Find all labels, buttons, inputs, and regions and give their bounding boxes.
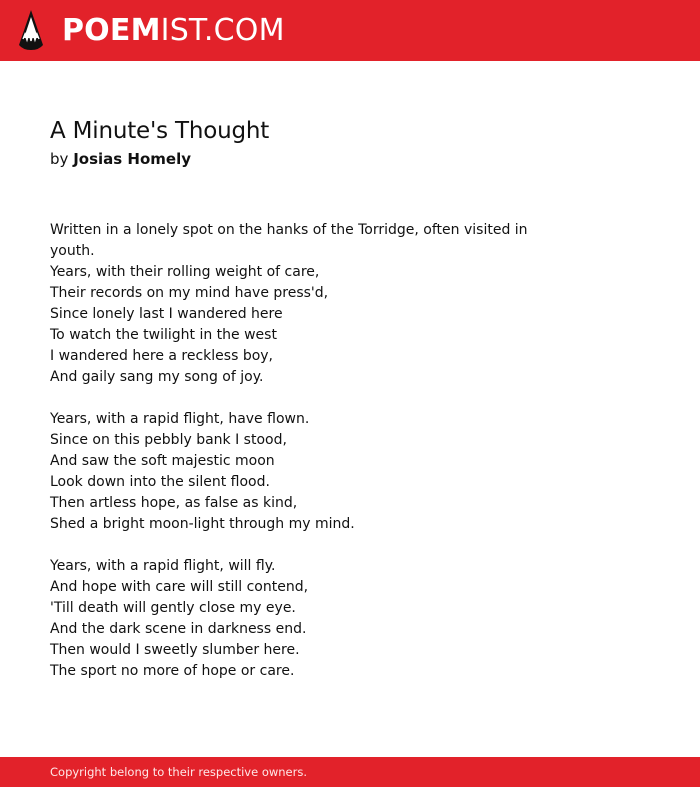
poem-byline <box>50 148 570 170</box>
poem-author: Josias Homely <box>73 150 191 168</box>
poem-line: Their records on my mind have press'd, <box>50 285 329 301</box>
poem-line: Years, with their rolling weight of care, <box>50 264 320 280</box>
poem-line: Since on this pebbly bank I stood, <box>50 432 287 448</box>
stanza-3 <box>50 556 570 682</box>
poem-line: And gaily sang my song of joy. <box>50 369 264 385</box>
poem-line: Then artless hope, as false as kind, <box>50 495 298 511</box>
stanza-2 <box>50 409 570 535</box>
poem-line: The sport no more of hope or care. <box>50 663 295 679</box>
poem-line: I wandered here a reckless boy, <box>50 348 274 364</box>
brand-poem: POEM <box>62 13 161 48</box>
site-logo-link[interactable] <box>62 12 285 50</box>
poem-line: Years, with a rapid flight, have flown. <box>50 411 310 427</box>
poem-title: A Minute's Thought <box>50 118 270 144</box>
poem-line: Since lonely last I wandered here <box>50 306 283 322</box>
pen-nib-icon[interactable] <box>18 9 44 51</box>
poem-line: And hope with care will still contend, <box>50 579 309 595</box>
site-footer <box>0 757 700 787</box>
brand-ist-com: IST.COM <box>160 13 285 48</box>
copyright-text: Copyright belong to their respective owners. <box>50 765 308 779</box>
poem-line: Look down into the silent flood. <box>50 474 270 490</box>
poem-line: To watch the twilight in the west <box>50 327 277 343</box>
poem-line: Years, with a rapid flight, will fly. <box>50 558 276 574</box>
poem-line: Then would I sweetly slumber here. <box>50 642 300 658</box>
poem-line: 'Till death will gently close my eye. <box>50 600 296 616</box>
site-header <box>0 0 700 61</box>
stanza-1 <box>50 220 570 388</box>
byline-prefix: by <box>50 150 69 168</box>
poem-line: Shed a bright moon-light through my mind. <box>50 516 355 532</box>
poem-line: Written in a lonely spot on the hanks of the Torridge, often visited in youth. <box>50 222 528 259</box>
poem-body <box>50 220 570 682</box>
poem-content <box>50 114 570 703</box>
poem-line: And saw the soft majestic moon <box>50 453 275 469</box>
poem-line: And the dark scene in darkness end. <box>50 621 307 637</box>
